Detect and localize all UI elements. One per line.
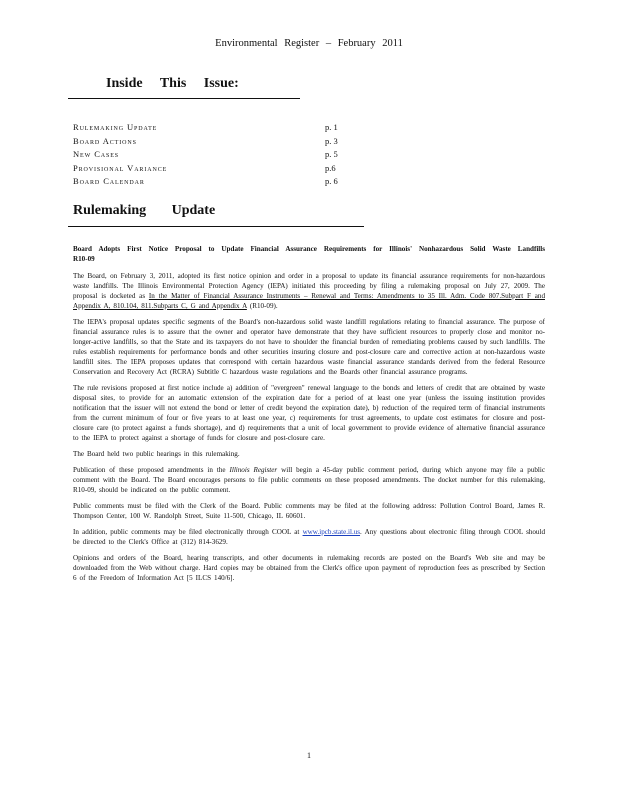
toc-item-page: p.6 bbox=[325, 162, 336, 173]
publication-name: Illinois Register bbox=[229, 466, 278, 474]
toc-item[interactable] bbox=[73, 149, 343, 163]
section-divider bbox=[68, 226, 364, 227]
toc-item-page: p. 1 bbox=[325, 122, 338, 132]
article bbox=[73, 244, 545, 589]
toc-item-page: p. 6 bbox=[325, 176, 338, 187]
article-paragraph: The IEPA's proposal updates specific segments of the Board's non-hazardous solid waste landfill regulations relating to financial assurance. The purpose of financial assurance rules is to assure that the owner and operator have demonstrate that they have sufficient resources to properly close and monitor no-longer-active landfills, so that the State and its taxpayers do not have to shoulder the financial burden of remediating problems caused by such landfills. The rules establish requirements for performance bonds and other securities insuring closure and post-closure care and corrective action at non-hazardous waste landfill sites. The IEPA proposes updates that correspond with certain hazardous waste financial assurance standards derived from the federal Resource Conservation and Recovery Act (RCRA) Subtitle C hazardous waste regulations and the Boards other financial assurance programs. bbox=[73, 318, 545, 376]
website-link[interactable]: www.ipcb.state.il.us bbox=[302, 528, 361, 536]
toc-item[interactable] bbox=[73, 136, 343, 150]
toc-item[interactable] bbox=[73, 163, 343, 177]
toc-item[interactable] bbox=[73, 176, 343, 190]
article-paragraph: Public comments must be filed with the Clerk of the Board. Public comments may be filed at the following address: Pollution Control Board, James R. Thompson Center, 100 W. Randolph Street, Suite 11-500, Chicago, IL 60601. bbox=[73, 502, 545, 520]
article-title: Board Adopts First Notice Proposal to Update Financial Assurance Requirements for Illinois' Nonhazardous Solid Waste Landfills R10-09 bbox=[73, 245, 545, 263]
paragraph-text: . Any questions about electronic filing through COOL should be directed to the Clerk's Office at (312) 814-3629. bbox=[73, 528, 545, 546]
article-paragraph: The rule revisions proposed at first notice include a) addition of "evergreen" renewal language to the bonds and letters of credit that are obtained by waste disposal sites, to provide for an automatic extension of the expiration date for a period of at least one year (unless the issuing institution provides notification that the issuer will not extend the bond or letter of credit beyond the expiration date), b) reduction of the required term of financial instruments from the current minimum of four or five years to at least one year, c) requirements for trust agreements, to update cost estimates for closure and post-closure care (to protect against a funds shortage), and d) requirements that a unit of local government to provide evidence of alternative financial assurance to the IEPA to protect against a shortage of funds for closure and post-closure care. bbox=[73, 384, 545, 442]
paragraph-text: In addition, public comments may be filed electronically through COOL at bbox=[73, 528, 303, 536]
page-number: 1 bbox=[307, 751, 311, 760]
docket-title: In the Matter of Financial Assurance Instruments – Renewal and Terms: Amendments to 35 Ill. Adm. Code 807.Subpart F and Appendix A, 810.104, 811.Subparts C, G and Appendix A bbox=[73, 292, 545, 310]
toc-item-label: Board Calendar bbox=[73, 176, 145, 187]
paragraph-text: will begin a 45-day public comment period, during which anyone may file a public comment with the Board. The Board encourages persons to file public comments on these proposed amendments. The docket number for this rulemaking, R10-09, should be indicated on the public comment. bbox=[73, 466, 546, 494]
running-header: Environmental Register – February 2011 bbox=[215, 38, 403, 49]
paragraph-text: The Board, on February 3, 2011, adopted its first notice opinion and order in a proposal to update its financial assurance requirements for non-hazardous waste landfills. The Illinois Environmental Protection Agency (IEPA) initiated this proceeding by filing a rulemaking proposal on July 27, 2009. The proposal is docketed as bbox=[73, 272, 545, 300]
toc-item-page: p. 5 bbox=[325, 149, 338, 160]
paragraph-text: (R10-09). bbox=[246, 302, 278, 310]
article-paragraph bbox=[73, 271, 545, 311]
article-paragraph bbox=[73, 465, 545, 495]
toc-item-label: New Cases bbox=[73, 149, 120, 160]
title-divider bbox=[68, 98, 300, 99]
toc-item-label: Provisional Variance bbox=[73, 162, 168, 173]
inside-this-issue-title: Inside This Issue: bbox=[106, 76, 239, 91]
table-of-contents bbox=[73, 122, 343, 190]
toc-item-label: Board Actions bbox=[73, 135, 137, 146]
article-paragraph bbox=[73, 527, 545, 547]
article-paragraph: Opinions and orders of the Board, hearing transcripts, and other documents in rulemaking records are posted on the Board's Web site and may be downloaded from the Web without charge. Hard copies may be obtained from the Clerk's office upon payment of reproduction fees as prescribed by Section 6 of the Freedom of Information Act [5 ILCS 140/6]. bbox=[73, 554, 545, 582]
section-title: Rulemaking Update bbox=[73, 203, 216, 218]
toc-item[interactable] bbox=[73, 122, 343, 136]
toc-item-label: Rulemaking Update bbox=[73, 122, 158, 132]
article-paragraph: The Board held two public hearings in this rulemaking. bbox=[73, 450, 240, 458]
toc-item-page: p. 3 bbox=[325, 135, 338, 146]
paragraph-text: Publication of these proposed amendments in the bbox=[73, 466, 230, 474]
